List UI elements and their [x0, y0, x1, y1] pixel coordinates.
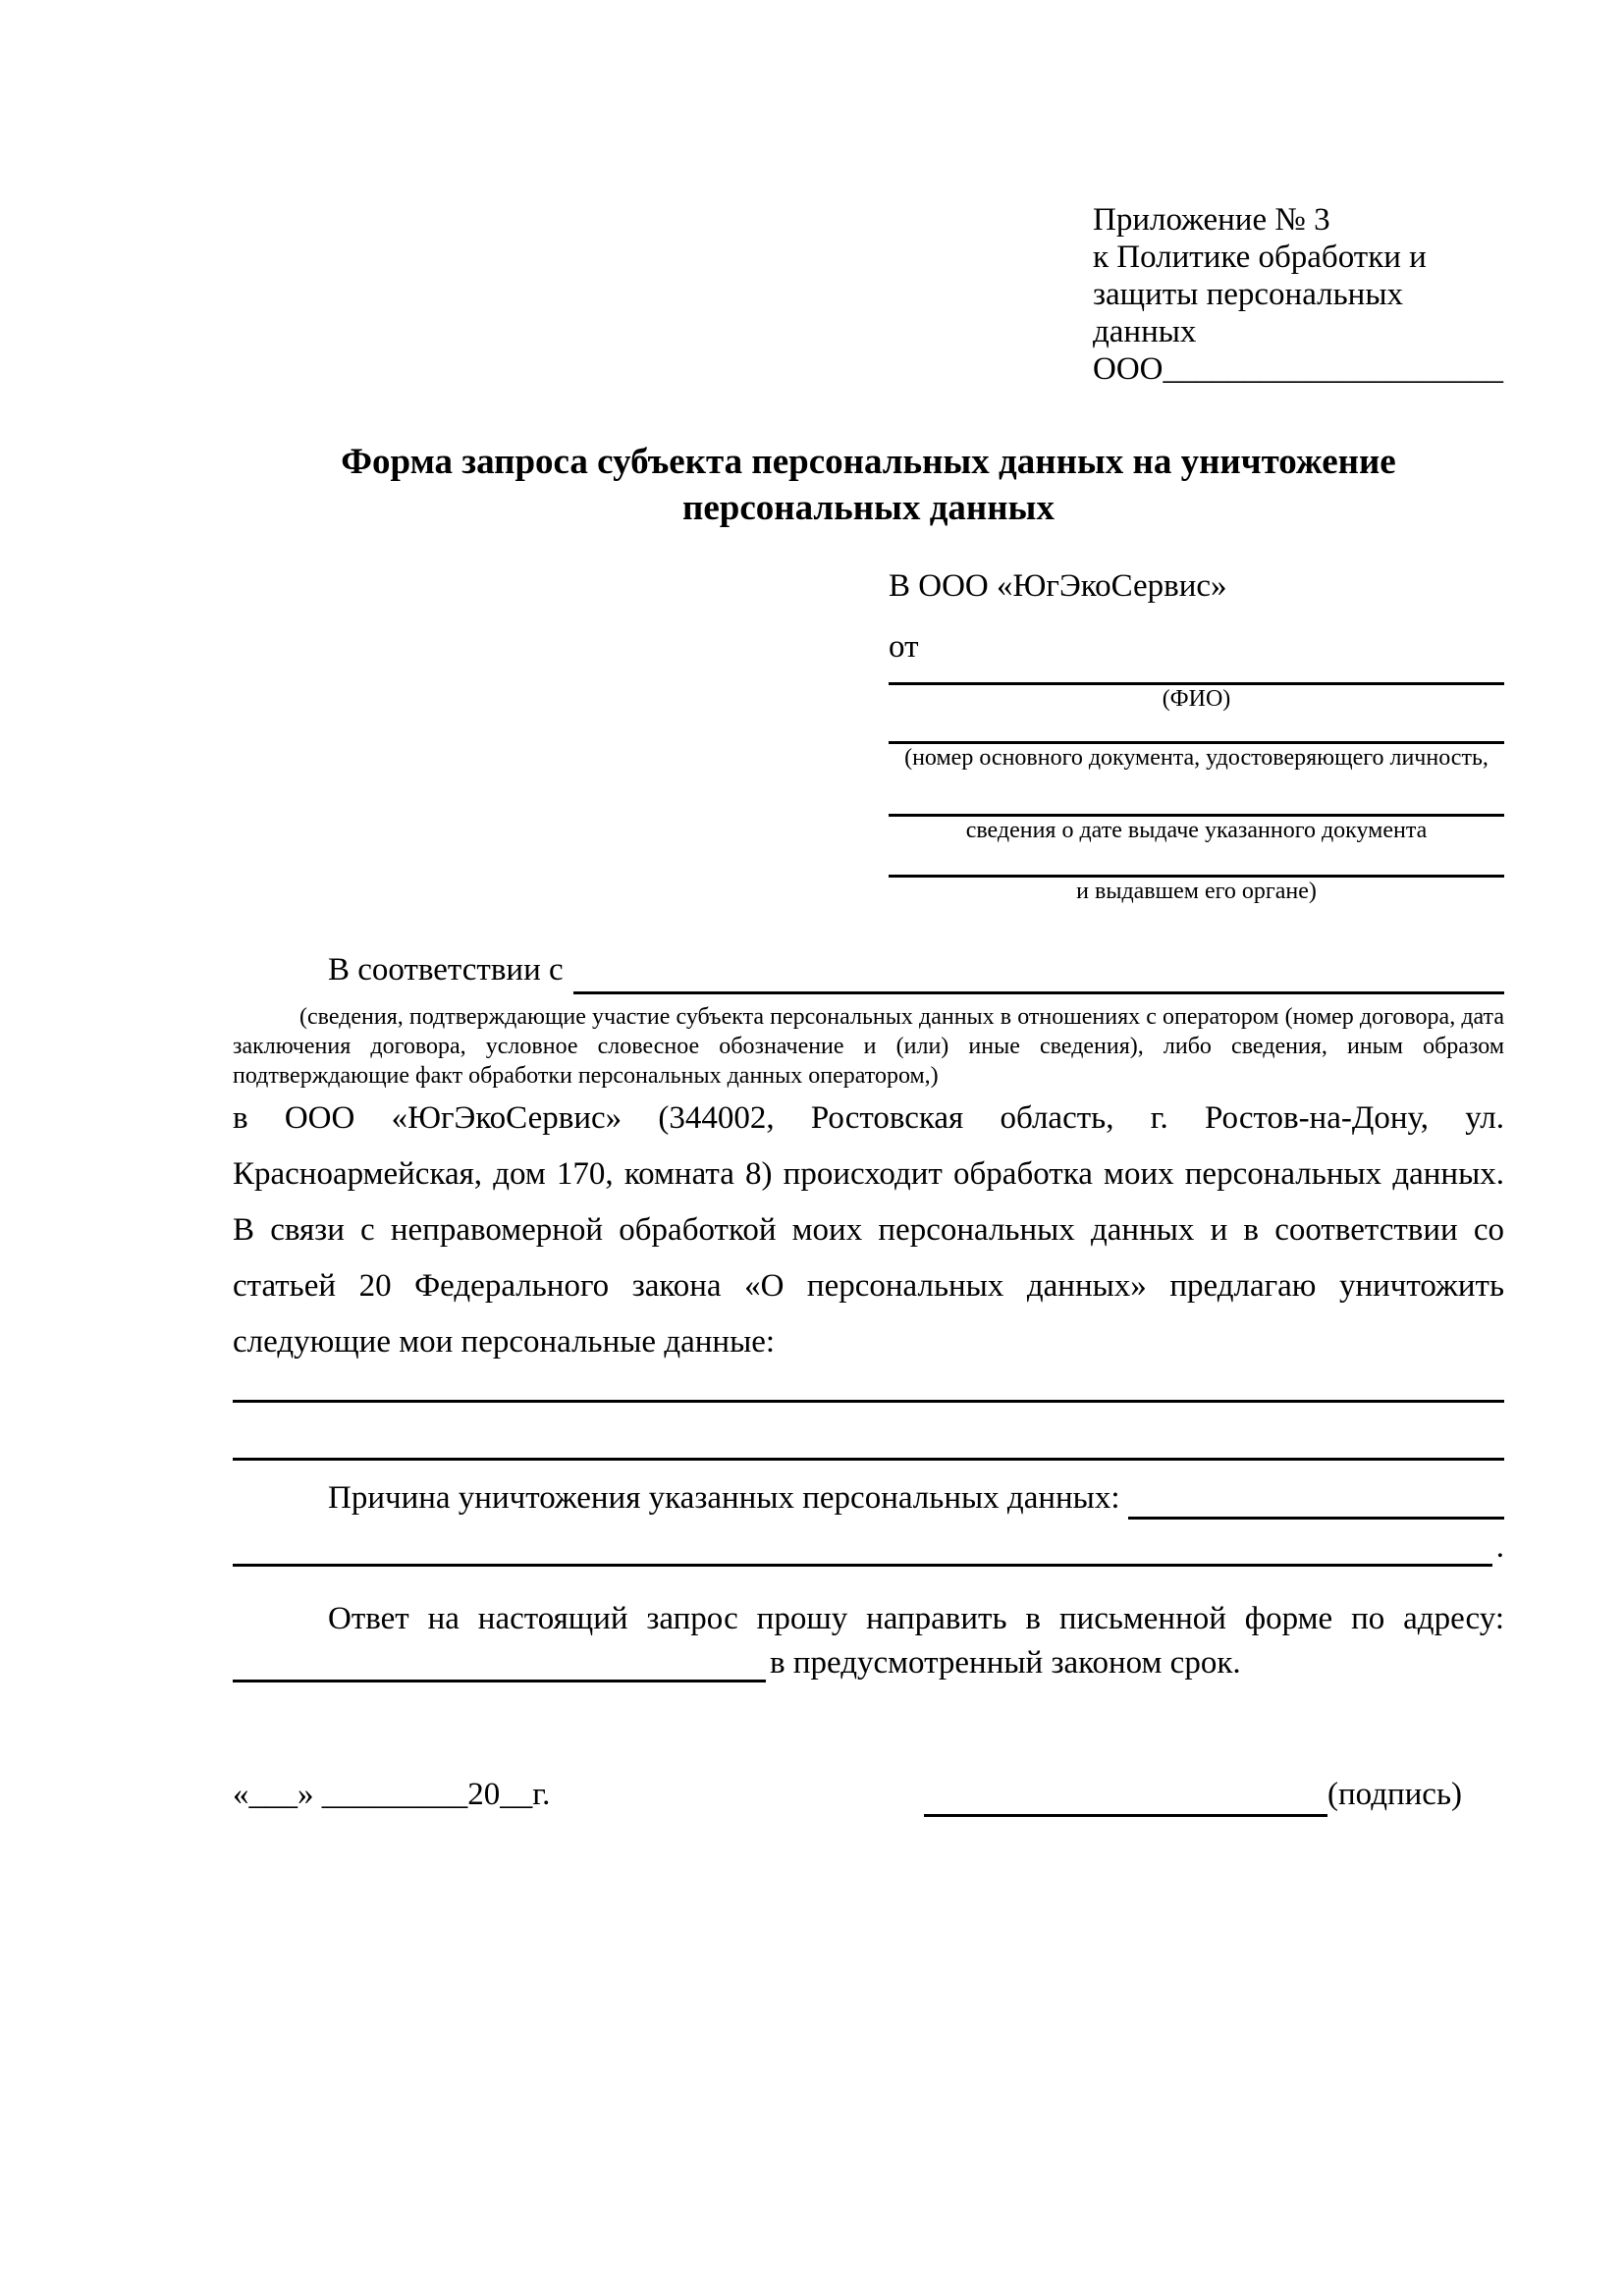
- address-fill-in-line: [233, 1680, 766, 1682]
- signature-group: [924, 1773, 1462, 1817]
- signature-fill-in-line: [924, 1814, 1327, 1817]
- fio-field-caption: (ФИО): [1162, 686, 1231, 712]
- accordance-row: [233, 945, 1504, 994]
- response-request-paragraph: Ответ на настоящий запрос прошу направить в письменной форме по адресу:: [328, 1601, 1504, 1636]
- response-term-text: в предусмотренный законом срок.: [770, 1645, 1241, 1681]
- reason-continuation-row: [233, 1527, 1504, 1567]
- recipient-block: [889, 566, 1504, 906]
- document-title: Форма запроса субъекта персональных данных на уничтожение персональных данных: [341, 442, 1396, 528]
- date-blank: «___» _________20__г.: [233, 1777, 551, 1812]
- appendix-line: к Политике обработки и: [1093, 240, 1427, 275]
- from-label: от: [889, 629, 919, 665]
- personal-data-fill-in-line: [233, 1400, 1504, 1403]
- accordance-fill-in-line: [573, 991, 1504, 994]
- document-number-field-caption: (номер основного документа, удостоверяющего личность,: [904, 745, 1489, 771]
- body-paragraph: в ООО «ЮгЭкоСервис» (344002, Ростовская область, г. Ростов-на-Дону, ул. Красноармейская, дом 170, комната 8) происходит обработка моих персональных данных. В связи с неправомерной обработкой моих персональных данных и в соответствии со статьей 20 Федерального закона «О персональных данных» предлагаю уничтожить следующие мои персональные данные:: [233, 1100, 1504, 1360]
- recipient-organization: В ООО «ЮгЭкоСервис»: [889, 568, 1227, 604]
- accordance-note: (сведения, подтверждающие участие субъекта персональных данных в отношениях с оператором (номер договора, дата заключения договора, условное словесное обозначение и (или) иные сведения), либо сведения, иным образом подтверждающие факт обработки персональных данных оператором,): [233, 1004, 1504, 1089]
- issuing-authority-field-caption: и выдавшем его органе): [1076, 879, 1317, 904]
- appendix-line-company-blank: ООО_____________________: [1093, 351, 1503, 387]
- personal-data-fill-in-line: [233, 1458, 1504, 1461]
- period-mark: .: [1495, 1529, 1504, 1565]
- reason-label: Причина уничтожения указанных персональных данных:: [328, 1480, 1120, 1516]
- appendix-block: [1093, 201, 1504, 388]
- signature-row: [233, 1773, 1504, 1817]
- reason-row: [233, 1476, 1504, 1520]
- appendix-line: Приложение № 3: [1093, 202, 1330, 238]
- response-address-row: [233, 1643, 1504, 1682]
- reason-continuation-fill-in-line: [233, 1564, 1492, 1567]
- signature-caption: (подпись): [1327, 1777, 1462, 1812]
- appendix-line: защиты персональных данных: [1093, 277, 1403, 349]
- reason-fill-in-line: [1128, 1517, 1504, 1520]
- issue-date-field-caption: сведения о дате выдаче указанного документа: [965, 818, 1428, 843]
- accordance-lead: В соответствии с: [328, 952, 564, 988]
